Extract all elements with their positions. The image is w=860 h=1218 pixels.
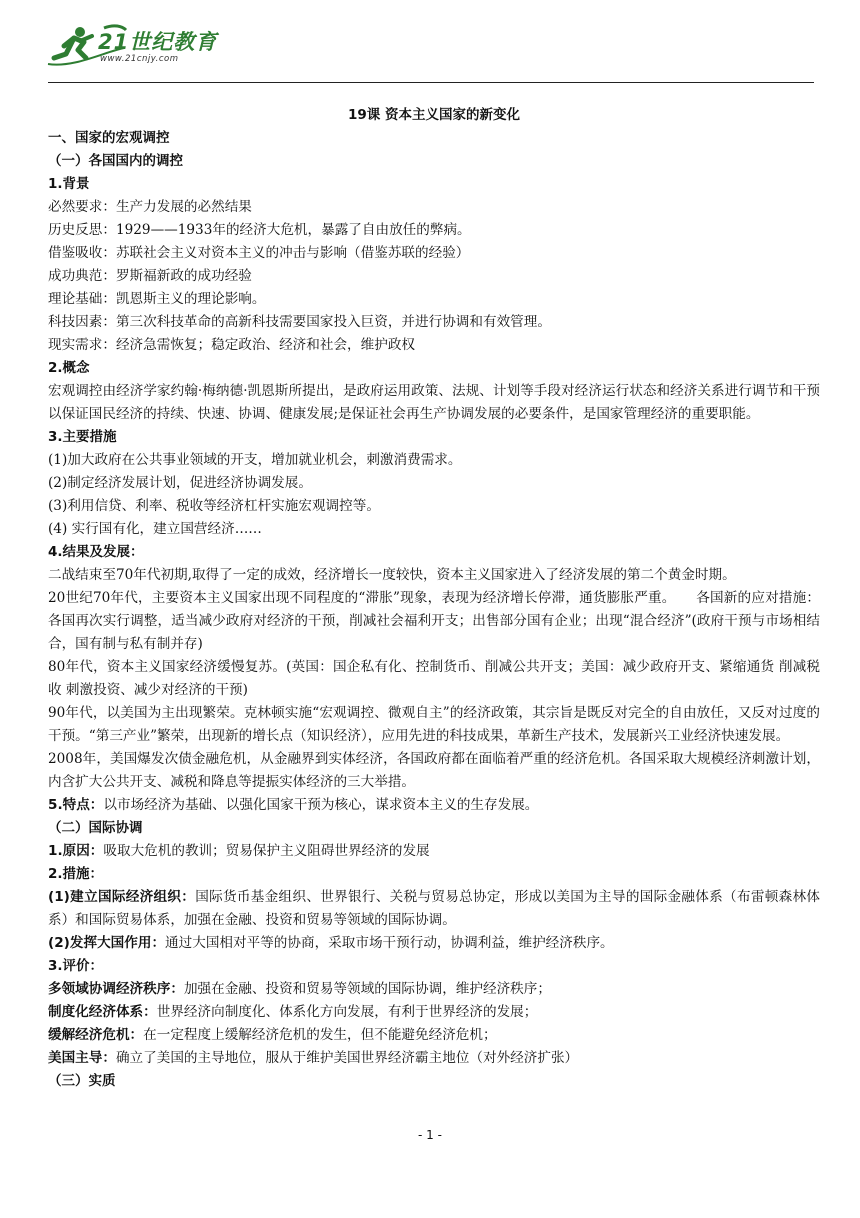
results-paragraph: 20世纪70年代，主要资本主义国家出现不同程度的“滞胀”现象，表现为经济增长停滞，通货膨胀严重。 各国新的应对措施：各国再次实行调整，适当减少政府对经济的干预，削减社会福利开支；出售部分国有企业；出现“混合经济”(政府干预与市场相结合，国有制与私有制并存) bbox=[48, 590, 820, 652]
site-logo[interactable] bbox=[44, 22, 244, 72]
background-line: 借鉴吸收：苏联社会主义对资本主义的冲击与影响（借鉴苏联的经验） bbox=[48, 245, 470, 261]
page-title: 19课 资本主义国家的新变化 bbox=[348, 107, 520, 123]
measures-heading: 3.主要措施 bbox=[48, 429, 117, 445]
subsection-heading-essence: （三）实质 bbox=[48, 1073, 116, 1089]
subsection-heading-domestic: （一）各国国内的调控 bbox=[48, 153, 183, 169]
intl-measure-text: 国际货币基金组织、世界银行、关税与贸易总协定，形成以美国为主导的国际金融体系（布雷顿森林体系）和国际贸易体系，加强在金融、投资和贸易等领域的国际协调。 bbox=[48, 889, 820, 928]
document-body bbox=[48, 104, 820, 1093]
evaluation-item bbox=[48, 978, 820, 1001]
background-line: 科技因素：第三次科技革命的高新科技需要国家投入巨资，并进行协调和有效管理。 bbox=[48, 314, 551, 330]
measure-item: (2)制定经济发展计划，促进经济协调发展。 bbox=[48, 475, 312, 491]
background-line: 现实需求：经济急需恢复；稳定政治、经济和社会，维护政权 bbox=[48, 337, 416, 353]
evaluation-text: 世界经济向制度化、体系化方向发展，有利于世界经济的发展； bbox=[156, 1004, 538, 1020]
background-heading: 1.背景 bbox=[48, 176, 90, 192]
logo-url-text: www.21cnjy.com bbox=[100, 54, 179, 64]
features-line bbox=[48, 794, 820, 817]
background-line: 历史反思：1929——1933年的经济大危机，暴露了自由放任的弊病。 bbox=[48, 222, 471, 238]
results-paragraph: 80年代，资本主义国家经济缓慢复苏。(英国：国企私有化、控制货币、削减公共开支；美国：减少政府开支、紧缩通货 削减税收 刺激投资、减少对经济的干预) bbox=[48, 659, 820, 698]
intl-measure-label: (1)建立国际经济组织： bbox=[48, 889, 196, 905]
measure-item: (3)利用信贷、利率、税收等经济杠杆实施宏观调控等。 bbox=[48, 498, 380, 514]
concept-paragraph: 宏观调控由经济学家约翰·梅纳德·凯恩斯所提出，是政府运用政策、法规、计划等手段对经济运行状态和经济关系进行调节和干预以保证国民经济的持续、快速、协调、健康发展;是保证社会再生产协调发展的必要条件，是国家管理经济的重要职能。 bbox=[48, 383, 820, 422]
evaluation-item bbox=[48, 1024, 820, 1047]
evaluation-item bbox=[48, 1001, 820, 1024]
intl-measure-item bbox=[48, 886, 820, 932]
features-label: 5.特点： bbox=[48, 797, 104, 813]
features-text: 以市场经济为基础、以强化国家干预为核心，谋求资本主义的生存发展。 bbox=[103, 797, 539, 813]
results-paragraph: 90年代，以美国为主出现繁荣。克林顿实施“宏观调控、微观自主”的经济政策，其宗旨是既反对完全的自由放任，又反对过度的干预。“第三产业”繁荣，出现新的增长点（知识经济），应用先进的科技成果，革新生产技术，发展新兴工业经济快速发展。 bbox=[48, 705, 820, 744]
section-heading-1: 一、国家的宏观调控 bbox=[48, 130, 170, 146]
logo-brand-text: 21世纪教育 bbox=[98, 30, 218, 54]
results-paragraph: 2008年，美国爆发次债金融危机，从金融界到实体经济，各国政府都在面临着严重的经济危机。各国采取大规模经济刺激计划，内含扩大公共开支、减税和降息等提振实体经济的三大举措。 bbox=[48, 751, 820, 790]
cause-text: 吸取大危机的教训；贸易保护主义阻碍世界经济的发展 bbox=[103, 843, 430, 859]
background-line: 必然要求：生产力发展的必然结果 bbox=[48, 199, 252, 215]
measure-item: (1)加大政府在公共事业领域的开支，增加就业机会，刺激消费需求。 bbox=[48, 452, 462, 468]
background-line: 理论基础：凯恩斯主义的理论影响。 bbox=[48, 291, 266, 307]
intl-measures-heading: 2.措施： bbox=[48, 866, 104, 882]
evaluation-text: 确立了美国的主导地位，服从于维护美国世界经济霸主地位（对外经济扩张） bbox=[115, 1050, 579, 1066]
evaluation-item bbox=[48, 1047, 820, 1070]
background-line: 成功典范：罗斯福新政的成功经验 bbox=[48, 268, 252, 284]
intl-measure-text: 通过大国相对平等的协商，采取市场干预行动，协调利益，维护经济秩序。 bbox=[165, 935, 614, 951]
cause-line bbox=[48, 840, 820, 863]
evaluation-label: 美国主导： bbox=[48, 1050, 116, 1066]
evaluation-text: 在一定程度上缓解经济危机的发生，但不能避免经济危机； bbox=[143, 1027, 497, 1043]
intl-measure-item bbox=[48, 932, 820, 955]
measure-item: (4) 实行国有化，建立国营经济…… bbox=[48, 521, 262, 537]
evaluation-label: 制度化经济体系： bbox=[48, 1004, 157, 1020]
concept-heading: 2.概念 bbox=[48, 360, 90, 376]
evaluation-text: 加强在金融、投资和贸易等领域的国际协调，维护经济秩序； bbox=[183, 981, 551, 997]
results-paragraph: 二战结束至70年代初期,取得了一定的成效，经济增长一度较快，资本主义国家进入了经济发展的第二个黄金时期。 bbox=[48, 567, 736, 583]
header-rule bbox=[48, 82, 814, 83]
intl-measure-label: (2)发挥大国作用： bbox=[48, 935, 166, 951]
results-heading: 4.结果及发展： bbox=[48, 544, 144, 560]
evaluation-heading: 3.评价： bbox=[48, 958, 104, 974]
evaluation-label: 缓解经济危机： bbox=[48, 1027, 144, 1043]
subsection-heading-international: （二）国际协调 bbox=[48, 820, 143, 836]
page-number: - 1 - bbox=[418, 1128, 442, 1142]
evaluation-label: 多领域协调经济秩序： bbox=[48, 981, 184, 997]
cause-label: 1.原因： bbox=[48, 843, 104, 859]
